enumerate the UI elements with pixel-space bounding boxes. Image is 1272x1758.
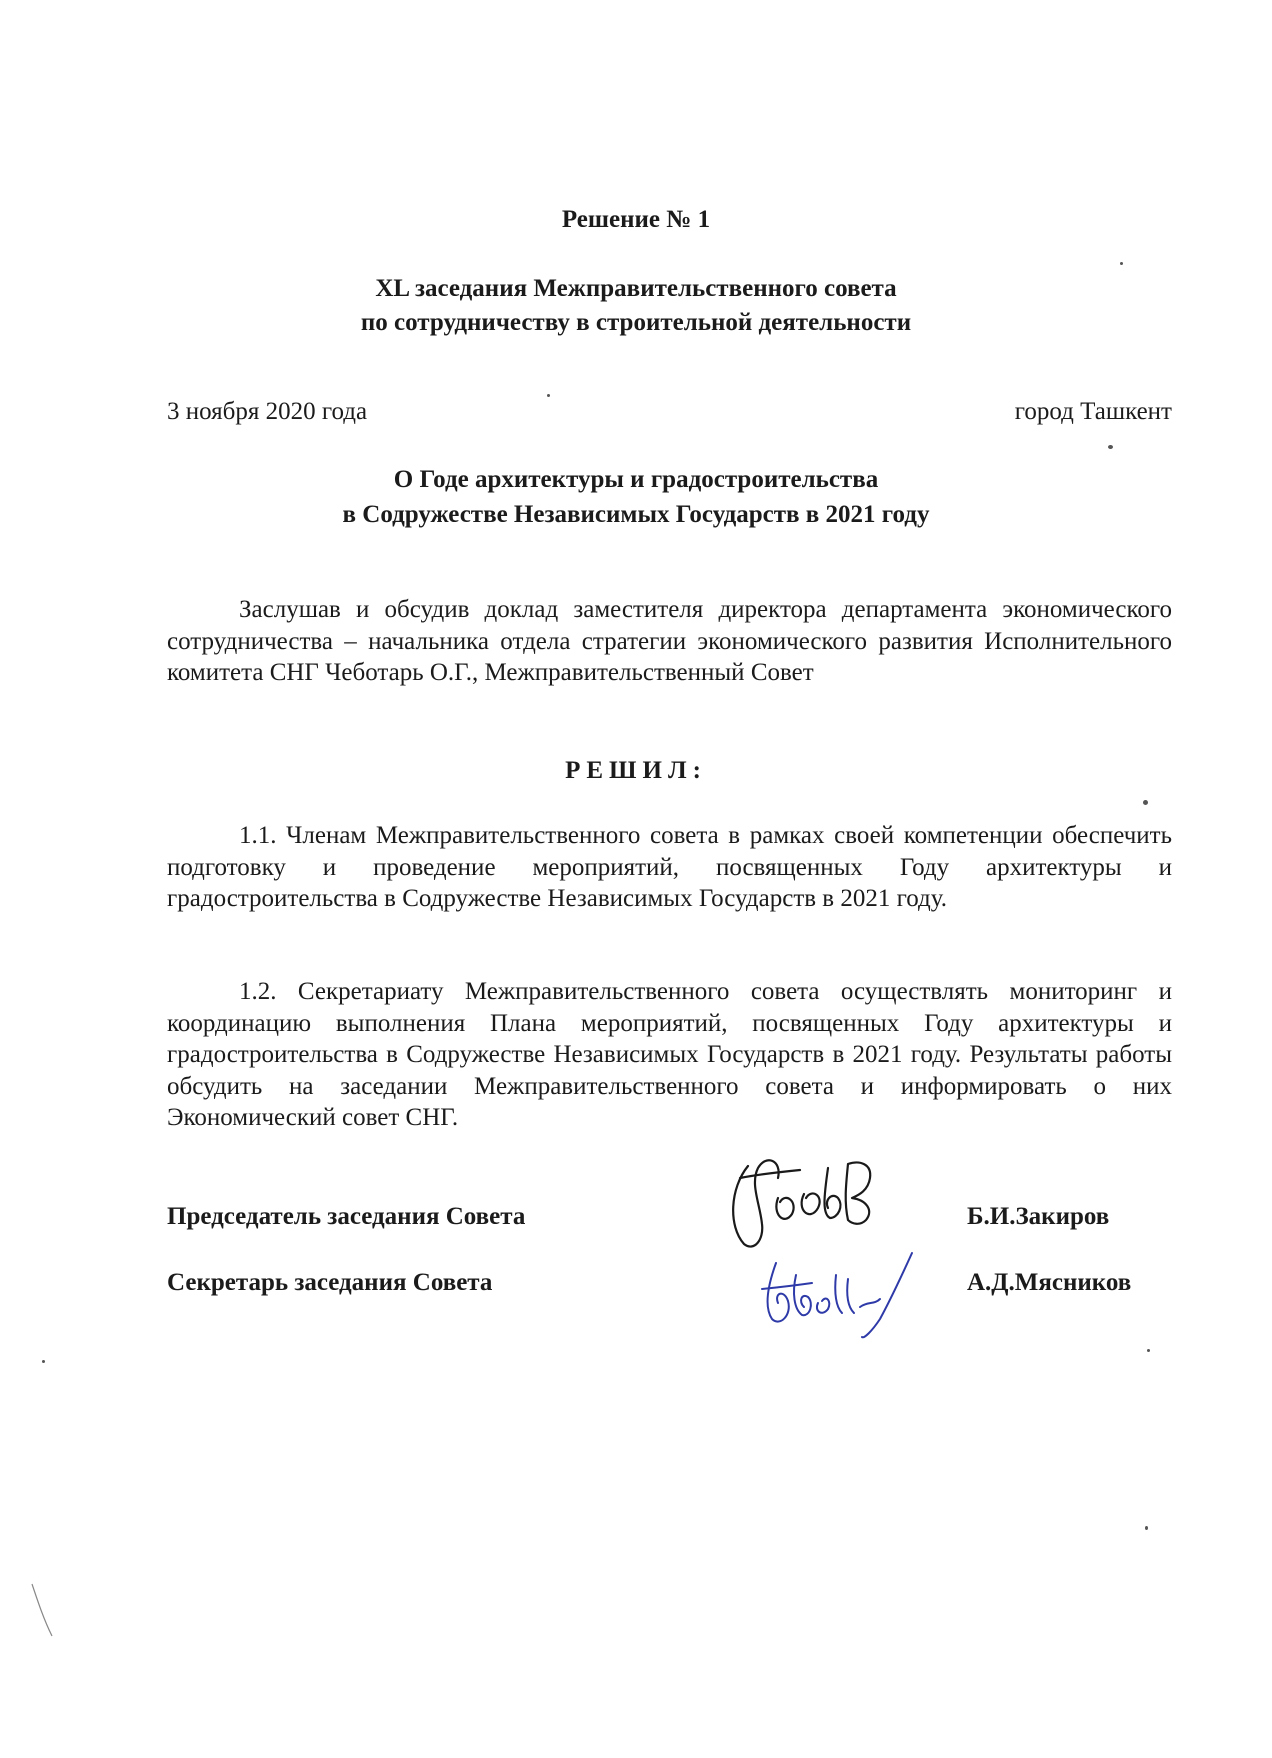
signature-ink-secretary — [762, 1253, 912, 1337]
scan-edge-mark — [28, 1580, 58, 1640]
document-subtitle — [0, 272, 1272, 340]
subtitle-line: по сотрудничеству в строительной деятельности — [360, 309, 912, 336]
document-date: 3 ноября 2020 года — [167, 398, 368, 425]
scan-speck — [1108, 445, 1113, 449]
resolved-heading: РЕШИЛ: — [565, 757, 707, 784]
resolution-item: 1.2. Секретариату Межправительственного совета осуществлять мониторинг и координацию выполнения Плана мероприятий, посвященных Году архитектуры и градостроительства в Содружестве Независимых Государств в 2021 году. Результаты работы обсудить на заседании Межправительственного совета и информировать о них Экономический совет СНГ. — [167, 978, 1172, 1131]
topic-line: в Содружестве Независимых Государств в 2021 году — [342, 501, 930, 528]
scan-speck — [1145, 1526, 1148, 1530]
scan-speck — [547, 394, 550, 397]
signatory-name: А.Д.Мясников — [967, 1269, 1132, 1296]
subtitle-line: XL заседания Межправительственного совета — [375, 275, 897, 302]
intro-paragraph: Заслушав и обсудив доклад заместителя директора департамента экономического сотрудничества – начальника отдела стратегии экономического развития Исполнительного комитета СНГ Чеботарь О.Г., Межправительственный Совет — [167, 596, 1172, 686]
scan-speck — [1147, 1349, 1150, 1352]
signatory-role: Председатель заседания Совета — [167, 1203, 526, 1230]
secretary-signature — [752, 1245, 932, 1345]
topic-line: О Годе архитектуры и градостроительства — [393, 466, 879, 493]
scan-speck — [1120, 262, 1123, 265]
document-topic — [0, 462, 1272, 532]
resolution-item: 1.1. Членам Межправительственного совета в рамках своей компетенции обеспечить подготовку и проведение мероприятий, посвященных Году архитектуры и градостроительства в Содружестве Независимых Государств в 2021 году. — [167, 822, 1172, 912]
document-city: город Ташкент — [1014, 398, 1172, 425]
chairman-signature — [720, 1148, 890, 1258]
scan-speck — [42, 1360, 45, 1363]
signatory-role: Секретарь заседания Совета — [167, 1269, 493, 1296]
document-title: Решение № 1 — [561, 206, 711, 233]
scan-speck — [1143, 800, 1148, 805]
signatory-name: Б.И.Закиров — [967, 1203, 1110, 1230]
signature-ink-chairman — [733, 1160, 870, 1246]
